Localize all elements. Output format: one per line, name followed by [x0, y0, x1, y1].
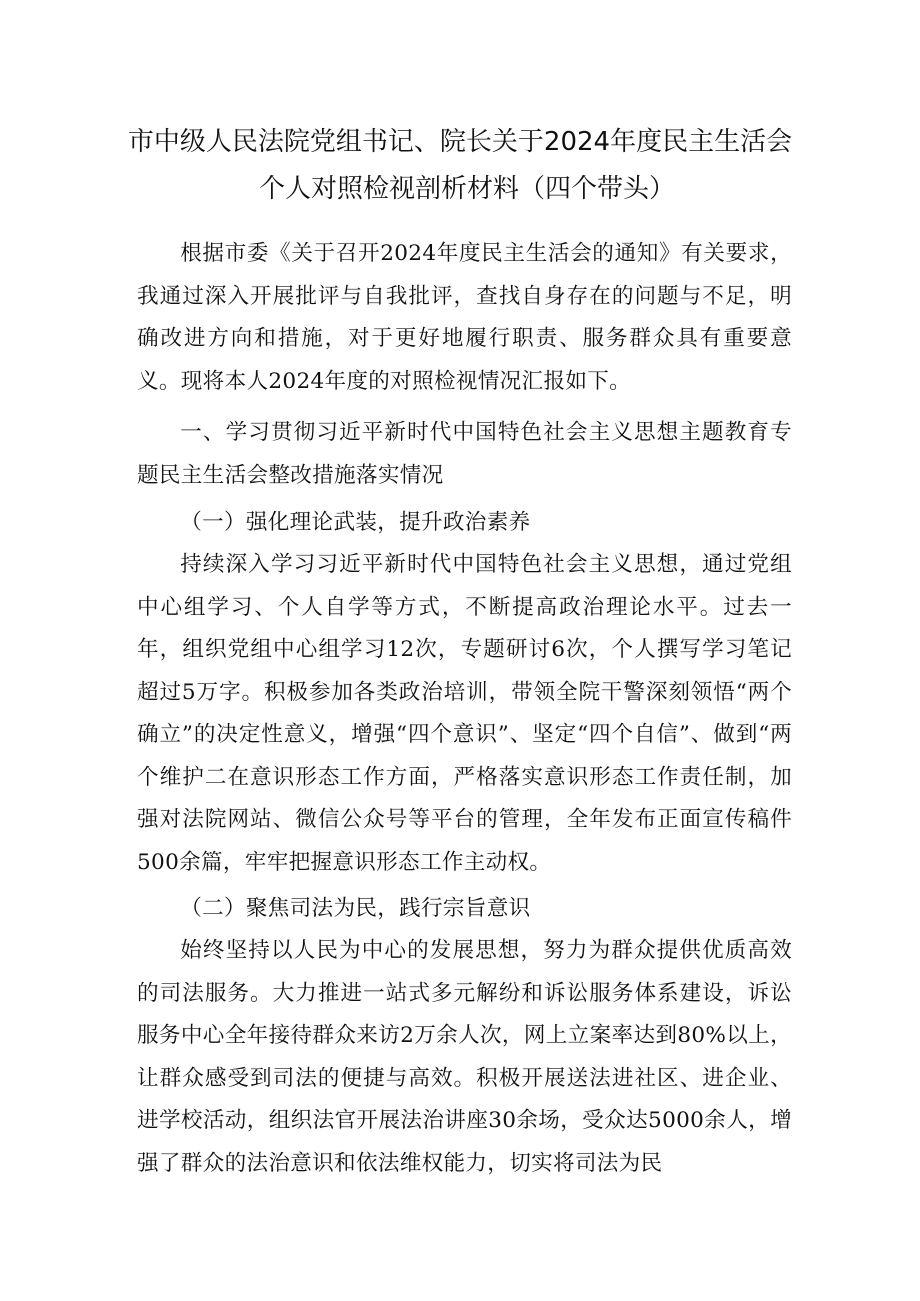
subsection-2-heading — [137, 888, 792, 931]
subsection-1-body-text: 持续深入学习习近平新时代中国特色社会主义思想，通过党组中心组学习、个人自学等方式，不断提高政治理论水平。过去一年，组织党组中心组学习12次，专题研讨6次，个人撰写学习笔记超过5万字。积极参加各类政治培训，带领全院干警深刻领悟“两个确立”的决定性意义，增强“四个意识”、坚定“四个自信”、做到“两个维护二在意识形态工作方面，严格落实意识形态工作责任制，加强对法院网站、微信公众号等平台的管理，全年发布正面宣传稿件500余篇，牢牢把握意识形态工作主动权。 — [137, 552, 792, 875]
document-title-line-1: 市中级人民法院党组书记、院长关于2024年度民主生活会 — [127, 127, 793, 157]
section-1-heading-text: 一、学习贯彻习近平新时代中国特色社会主义思想主题教育专题民主生活会整改措施落实情况 — [137, 420, 792, 488]
document-title-line-2: 个人对照检视剖析材料（四个带头） — [258, 174, 675, 204]
subsection-1-paragraph — [137, 544, 792, 884]
intro-paragraph — [137, 233, 792, 403]
subsection-1-heading-text: （一）强化理论武装，提升政治素养 — [180, 510, 531, 535]
subsection-2-body-text: 始终坚持以人民为中心的发展思想，努力为群众提供优质高效的司法服务。大力推进一站式多元解纷和诉讼服务体系建设，诉讼服务中心全年接待群众来访2万余人次，网上立案率达到80%以上，让群众感受到司法的便捷与高效。积极开展送法进社区、进企业、进学校活动，组织法官开展法治讲座30余场，受众达5000余人，增强了群众的法治意识和依法维权能力，切实将司法为民 — [137, 938, 792, 1176]
intro-text: 根据市委《关于召开2024年度民主生活会的通知》有关要求，我通过深入开展批评与自我批评，查找自身存在的问题与不足，明确改进方向和措施，对于更好地履行职责、服务群众具有重要意义。现将本人2024年度的对照检视情况汇报如下。 — [137, 241, 792, 394]
subsection-2-paragraph — [137, 930, 792, 1185]
subsection-1-heading — [137, 502, 792, 545]
section-1-heading — [137, 412, 792, 497]
subsection-2-heading-text: （二）聚焦司法为民，践行宗旨意识 — [180, 896, 531, 921]
